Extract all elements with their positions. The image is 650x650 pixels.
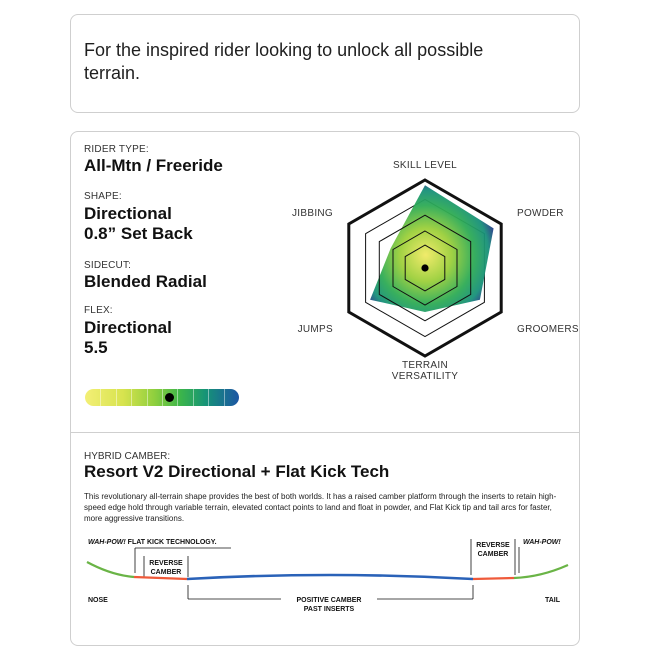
flat-kick-nose <box>87 562 134 577</box>
shape-value-line2: 0.8” Set Back <box>84 224 193 243</box>
flex-scale-segment <box>131 389 132 406</box>
specs-card <box>70 131 580 646</box>
shape-value-line1: Directional <box>84 204 172 223</box>
wah-pow-right-label: WAH-POW! <box>523 539 561 546</box>
camber-title: Resort V2 Directional + Flat Kick Tech <box>84 462 390 481</box>
positive-camber-line1: POSITIVE CAMBER <box>296 597 362 604</box>
nose-label: NOSE <box>88 597 108 604</box>
flex-scale-bar <box>85 389 239 406</box>
flat-kick-tail <box>514 565 568 578</box>
reverse-camber-left-line1: REVERSE <box>149 560 183 567</box>
wah-pow-left-label: WAH-POW! FLAT KICK TECHNOLOGY. <box>88 539 217 546</box>
reverse-camber-right-line1: REVERSE <box>476 542 510 549</box>
flex-scale-segment <box>162 389 163 406</box>
positive-camber-line2: PAST INSERTS <box>303 606 355 613</box>
flex-scale-segment <box>147 389 148 406</box>
flex-scale-segment <box>224 389 225 406</box>
sidecut-value: Blended Radial <box>84 272 207 291</box>
flex-scale-segment <box>193 389 194 406</box>
section-divider <box>71 432 579 433</box>
tail-label: TAIL <box>545 597 561 604</box>
sidecut-label: SIDECUT: <box>84 260 132 271</box>
reverse-camber-left-line2: CAMBER <box>150 569 182 576</box>
camber-profile-diagram <box>71 527 579 642</box>
flex-value-line1: Directional <box>84 318 172 337</box>
radar-axis-label: TERRAIN VERSATILITY <box>391 360 459 382</box>
camber-section-label: HYBRID CAMBER: <box>84 451 171 462</box>
reverse-camber-right-line2: CAMBER <box>477 551 509 558</box>
flex-value-line2: 5.5 <box>84 338 108 357</box>
radar-axis-label: JIBBING <box>292 208 333 219</box>
reverse-camber-nose <box>134 577 187 579</box>
tagline-text: For the inspired rider looking to unlock all possible terrain. <box>84 40 484 83</box>
radar-axis-label: SKILL LEVEL <box>392 160 458 171</box>
flex-scale-segment <box>208 389 209 406</box>
radar-axis-label: POWDER <box>517 208 564 219</box>
shape-label: SHAPE: <box>84 191 122 202</box>
flex-scale-segment <box>100 389 101 406</box>
tagline-card <box>70 14 580 113</box>
radar-axis-label: JUMPS <box>297 324 333 335</box>
flex-scale-segment <box>116 389 117 406</box>
reverse-camber-tail <box>473 578 514 579</box>
rider-type-label: RIDER TYPE: <box>84 144 149 155</box>
radar-axis-label: GROOMERS <box>517 324 579 335</box>
terrain-radar-chart <box>292 150 579 400</box>
flex-scale-segment <box>177 389 178 406</box>
flex-label: FLEX: <box>84 305 113 316</box>
radar-center-dot <box>421 264 428 271</box>
rider-type-value: All-Mtn / Freeride <box>84 156 223 175</box>
positive-camber-section <box>187 575 473 579</box>
camber-description: This revolutionary all-terrain shape provides the best of both worlds. It has a raised camber platform through the inserts to retain high-speed edge hold through variable terrain, elevated contact points to land and float in powder, and Flat Kick tip and tail arcs for faster, more aggressive transitions. <box>84 492 557 523</box>
